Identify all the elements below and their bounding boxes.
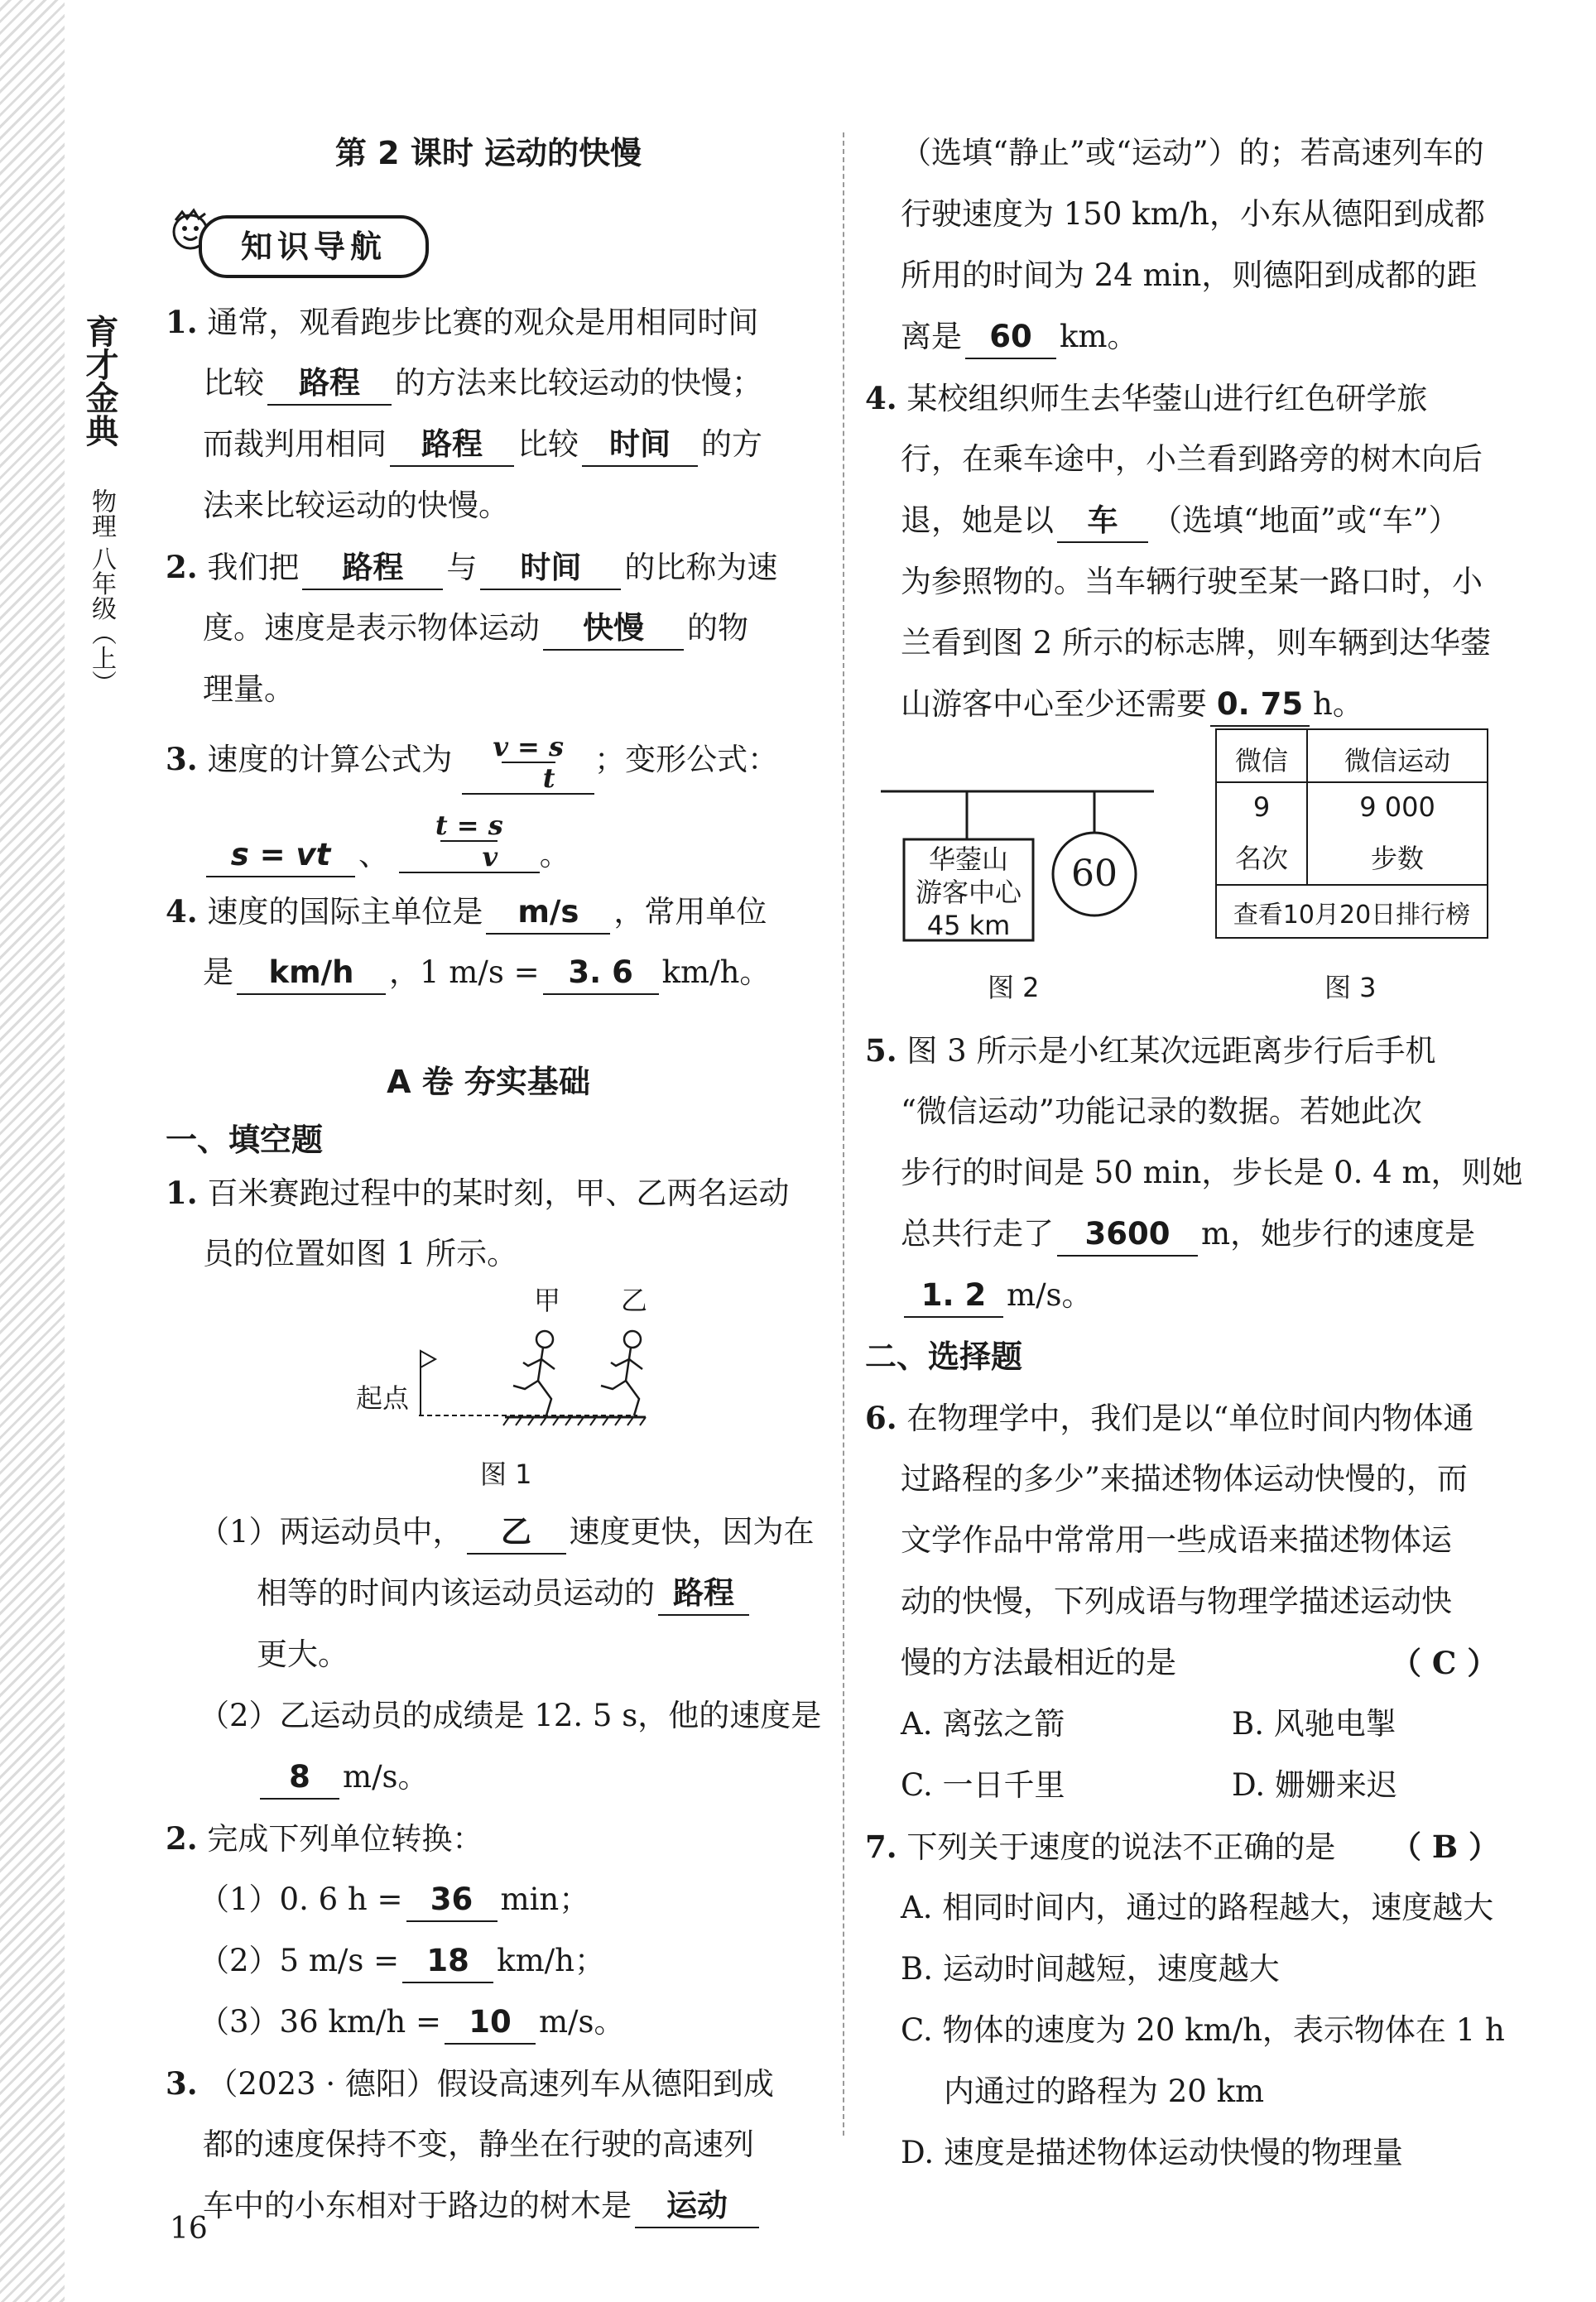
signpost-board (904, 843, 1033, 942)
nav-q2-line1: 2. 我们把 路程 与 时间 的比称为速 (166, 536, 777, 598)
a-q6-option-a: A. 离弦之箭 (901, 1706, 1065, 1742)
a-q1-line2: 员的位置如图 1 所示。 (203, 1236, 518, 1271)
column-divider (843, 132, 844, 2136)
a-q4-line5: 兰看到图 2 所示的标志牌，则车辆到达华蓥 (901, 625, 1492, 661)
answer-blank: km/h (237, 952, 386, 995)
a-q1-sub1-line3: 更大。 (257, 1636, 349, 1672)
a-q1-sub1-line2: 相等的时间内该运动员运动的 路程 (257, 1563, 752, 1624)
formula-blank (462, 732, 594, 795)
a-q7-line1: 7. 下列关于速度的说法不正确的是 (865, 1829, 1336, 1865)
formula-blank (399, 810, 540, 873)
answer-blank: 路程 (658, 1573, 749, 1616)
table-header-cell: 微信 (1234, 745, 1288, 776)
answer-blank: 时间 (480, 547, 621, 590)
subject-text: 物理 八年级（上） (87, 488, 116, 695)
left-decorative-strip (0, 0, 65, 2302)
speed-limit-sign: 60 (1071, 853, 1118, 895)
nav-q3-line2: s = vt 、 $\frac{t = s}{v}$ 。 (203, 824, 570, 890)
a-q7-answer: （ B ） (1391, 1829, 1500, 1865)
a-q3-line1: 3. （2023 · 德阳）假设高速列车从德阳到成 (166, 2065, 774, 2102)
sign-line-2: 游客中心 (915, 877, 1022, 908)
answer-blank: 8 (260, 1757, 339, 1800)
a-q4-line4: 为参照物的。当车辆行驶至某一路口时，小 (901, 564, 1483, 599)
table-rule (1217, 781, 1487, 783)
sign-line-3: 45 km (926, 910, 1011, 941)
a-q4-line1: 4. 某校组织师生去华蓥山进行红色研学旅 (865, 380, 1428, 416)
a-q6-option-c: C. 一日千里 (901, 1767, 1065, 1803)
subject-vertical-text (83, 488, 116, 695)
a-q3-line7: 离是 60 km。 (901, 306, 1138, 368)
a-q6-line3: 文学作品中常常用一些成语来描述物体运 (901, 1522, 1452, 1558)
a-q6-line1: 6. 在物理学中，我们是以“单位时间内物体通 (865, 1400, 1474, 1436)
nav-q3-line1: 3. 速度的计算公式为 $\frac{v = s}{t}$ ；变形公式： (166, 730, 779, 794)
table-footer-cell: 查看10月20日排行榜 (1233, 901, 1471, 930)
fig1-label-yi: 乙 (621, 1285, 648, 1316)
a-q5-line1: 5. 图 3 所示是小红某次远距离步行后手机 (865, 1032, 1436, 1069)
answer-blank: m/s (486, 891, 610, 935)
brand-vertical-text (79, 315, 120, 447)
answer-blank: 快慢 (543, 608, 684, 651)
a-q6-line4: 动的快慢，下列成语与物理学描述运动快 (901, 1584, 1452, 1619)
a-q2-conv1: （1）0. 6 h = 36 min； (199, 1869, 589, 1930)
a-q4-line3: 退，她是以 车 （选填“地面”或“车”） (901, 490, 1459, 551)
nav-q4-line1: 4. 速度的国际主单位是 m/s ，常用单位 (166, 881, 767, 943)
table-label-cell: 步数 (1370, 843, 1424, 874)
nav-q1-line2: 比较 路程 的方法来比较运动的快慢； (203, 353, 762, 414)
table-label-cell: 名次 (1234, 843, 1288, 874)
answer-blank: 18 (402, 1940, 493, 1983)
a-q3-line6: 所用的时间为 24 min，则德阳到成都的距 (901, 257, 1478, 293)
a-q2-conv3: （3）36 km/h = 10 m/s。 (199, 1992, 625, 2053)
a-q1-sub1-line1: （1）两运动员中， 乙 速度更快，因为在 (199, 1502, 815, 1563)
a-q7-option-d: D. 速度是描述物体运动快慢的物理量 (901, 2135, 1403, 2170)
table-value-cell: 9 (1252, 791, 1271, 823)
a-q6-option-b: B. 风驰电掣 (1232, 1706, 1396, 1742)
table-rule (1217, 884, 1487, 886)
a-q6-line2: 过路程的多少”来描述物体运动快慢的，而 (901, 1461, 1468, 1497)
nav-q1-line1: 1. 通常，观看跑步比赛的观众是用相同时间 (166, 304, 759, 340)
nav-title-badge: 知识导航 (199, 215, 429, 278)
a-q7-option-c-line1: C. 物体的速度为 20 km/h，表示物体在 1 h (901, 2012, 1505, 2048)
table-value-cell: 9 000 (1359, 791, 1435, 823)
a-q6-line5: 慢的方法最相近的是 (901, 1645, 1176, 1680)
a-q7-option-c-line2: 内通过的路程为 20 km (944, 2074, 1265, 2109)
answer-blank: 0. 75 (1210, 684, 1310, 727)
a-q1-sub2-line2: 8 m/s。 (257, 1747, 429, 1808)
answer-blank: 路程 (302, 547, 443, 590)
fig1-caption: 图 1 (480, 1459, 532, 1490)
a-q6-option-d: D. 姗姗来迟 (1232, 1767, 1397, 1803)
answer-blank: 车 (1057, 500, 1148, 543)
speed-formula: $\frac{v = s}{t}$ (493, 730, 565, 794)
a-q1-line1: 1. 百米赛跑过程中的某时刻，甲、乙两名运动 (166, 1175, 790, 1211)
fig2-caption: 图 2 (988, 972, 1040, 1003)
answer-blank: 时间 (582, 424, 698, 467)
answer-blank: 运动 (635, 2185, 759, 2228)
fig1-start-label: 起点 (356, 1382, 410, 1414)
fig3-caption: 图 3 (1324, 972, 1377, 1003)
a-q4-line6: 山游客中心至少还需要 0. 75 h。 (901, 674, 1363, 735)
section-multiple-choice: 二、选择题 (865, 1338, 1023, 1375)
nav-q1-line3: 而裁判用相同 路程 比较 时间 的方 (203, 414, 762, 475)
part-a-title: A 卷 夯实基础 (387, 1064, 590, 1100)
time-formula: $\frac{t = s}{v}$ (435, 809, 503, 872)
a-q3-line4: （选填“静止”或“运动”）的；若高速列车的 (901, 135, 1484, 171)
nav-q1-line4: 法来比较运动的快慢。 (203, 488, 509, 523)
nav-q2-line3: 理量。 (203, 671, 295, 707)
table-header-cell: 微信运动 (1344, 745, 1450, 776)
page-number: 16 (170, 2212, 208, 2246)
a-q1-sub2-line1: （2）乙运动员的成绩是 12. 5 s，他的速度是 (199, 1698, 822, 1733)
brand-text: 育才金典 (80, 315, 119, 447)
lesson-title: 第 2 课时 运动的快慢 (334, 135, 642, 171)
nav-q4-line2: 是 km/h ，1 m/s = 3. 6 km/h。 (203, 942, 770, 1003)
answer-blank: 3. 6 (543, 952, 659, 995)
a-q7-option-b: B. 运动时间越短，速度越大 (901, 1951, 1280, 1987)
a-q3-line2: 都的速度保持不变，静坐在行驶的高速列 (203, 2127, 754, 2162)
figure-3-wechat-table (1215, 728, 1488, 939)
a-q6-answer: （ C ） (1391, 1645, 1498, 1681)
a-q5-line4: 总共行走了 3600 m，她步行的速度是 (901, 1204, 1475, 1265)
answer-blank: 3600 (1057, 1213, 1198, 1257)
answer-blank: 60 (965, 316, 1056, 359)
sign-line-1: 华蓥山 (928, 843, 1008, 875)
a-q3-line5: 行驶速度为 150 km/h，小东从德阳到成都 (901, 196, 1485, 232)
a-q5-line2: “微信运动”功能记录的数据。若她此次 (901, 1093, 1422, 1129)
a-q5-line5: 1. 2 m/s。 (901, 1265, 1093, 1326)
section-fill-in: 一、填空题 (166, 1122, 324, 1158)
a-q2-line1: 2. 完成下列单位转换： (166, 1820, 483, 1857)
a-q7-option-a: A. 相同时间内，通过的路程越大，速度越大 (901, 1890, 1494, 1925)
answer-blank: 1. 2 (904, 1275, 1003, 1318)
a-q2-conv2: （2）5 m/s = 18 km/h； (199, 1930, 605, 1992)
answer-blank: 路程 (267, 363, 392, 406)
a-q4-line2: 行，在乘车途中，小兰看到路旁的树木向后 (901, 441, 1483, 477)
a-q3-line3: 车中的小东相对于路边的树木是 运动 (203, 2175, 762, 2237)
fig1-label-jia: 甲 (534, 1285, 561, 1316)
answer-blank: 10 (445, 2002, 536, 2045)
nav-q2-line2: 度。速度是表示物体运动 快慢 的物 (203, 598, 748, 659)
a-q5-line3: 步行的时间是 50 min，步长是 0. 4 m，则她 (901, 1155, 1523, 1190)
answer-blank: 乙 (467, 1511, 566, 1555)
answer-blank: 36 (406, 1879, 498, 1922)
formula-blank: s = vt (206, 834, 355, 877)
answer-blank: 路程 (390, 424, 514, 467)
